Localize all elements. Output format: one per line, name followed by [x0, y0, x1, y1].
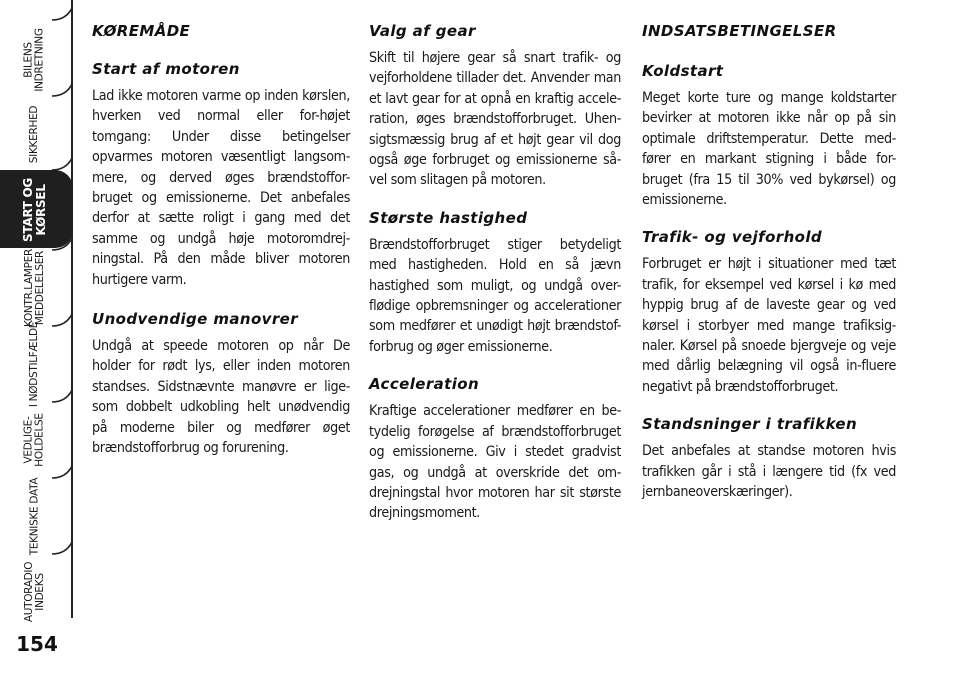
tab-vedligeholdelse[interactable] — [0, 404, 70, 476]
page-number: 154 — [16, 632, 58, 656]
section-title-koremade: KØREMÅDE — [92, 22, 191, 40]
heading-valg-af-gear: Valg af gear — [369, 22, 476, 40]
tab-label: KONTR.LAMPER MEDDELELSER — [23, 248, 47, 328]
paragraph-valg-af-gear: Skift til højere gear så snart trafik- og vejforholdene tillader det. Anvender man et lavt gear for at opnå en kraftig accele-ration, øges brændstofforbruget. Uhen-sigtsmæssig brug af et højt gear vil dog også øge forbruget og emissionerne så-vel som slitagen på motoren. — [369, 50, 621, 189]
tab-bilens-indretning[interactable] — [0, 24, 70, 96]
column-1 — [92, 22, 350, 479]
tab-label: I NØDSTILFÆLDE — [28, 321, 41, 407]
paragraph-koldstart: Meget korte ture og mange koldstarter bevirker at motoren ikke når op på sin optimale driftstemperatur. Dette med-fører en markant stigning i både for-bruget (fra 15 til 30% ved bykørsel) og emissionerne. — [642, 90, 896, 209]
tab-start-og-korsel[interactable] — [0, 174, 70, 246]
tab-label: TEKNISKE DATA — [28, 477, 41, 555]
tab-label: START OG KØRSEL — [21, 178, 48, 242]
tab-tekniske-data[interactable] — [0, 477, 70, 555]
column-3 — [642, 22, 896, 521]
heading-start-af-motoren: Start af motoren — [92, 60, 240, 78]
tab-label: AUTORADIO INDEKS — [22, 561, 46, 623]
column-2 — [369, 22, 621, 542]
section-title-indsatsbetingelser: INDSATSBETINGELSER — [642, 22, 837, 40]
heading-unodvendige-manovrer: Unodvendige manovrer — [92, 310, 299, 329]
paragraph-standsninger-i-trafikken: Det anbefales at standse motoren hvis trafikken går i stå i længere tid (fx ved jernbaneoverskæringer). — [642, 443, 896, 501]
paragraph-acceleration: Kraftige accelerationer medfører en be-tydelig forøgelse af brændstofforbruget og emissionerne. Giv i stedet gradvist gas, og undgå at overskride det om-drejningstal hvor motoren har sit største drejningsmoment. — [369, 403, 621, 522]
heading-standsninger-i-trafikken: Standsninger i trafikken — [642, 415, 858, 434]
paragraph-storste-hastighed: Brændstofforbruget stiger betydeligt med hastigheden. Hold en så jævn hastighed som muligt, og undgå over-flødige opbremsninger og accelerationer som medfører et unødigt højt brændstof-forbrug og øger emissionerne. — [369, 236, 621, 355]
heading-trafik-og-vejforhold: Trafik- og vejforhold — [642, 228, 823, 247]
paragraph-start-af-motoren: Lad ikke motoren varme op inden kørslen, hverken ved normal eller for-højet tomgang: Under disse betingelser opvarmes motoren væsentligt langsom-mere, og derved øges brændstoffor-bruget og emissionerne. Det anbefales derfor at sætte roligt i gang med det samme og undgå høje motoromdrej-ningstal. På den måde bliver motoren hurtigere varm. — [92, 88, 350, 288]
chapter-sidebar — [0, 0, 72, 677]
heading-koldstart: Koldstart — [642, 62, 724, 80]
tab-sikkerhed[interactable] — [0, 98, 70, 170]
paragraph-unodvendige-manovrer: Undgå at speede motoren op når De holder for rødt lys, eller inden motoren standses. Sidstnævnte manøvre er lige-som dobbelt udkobling helt unødvendig på moderne biler og medfører øget brændstofforbrug og forurening. — [92, 338, 350, 457]
paragraph-trafik-og-vejforhold: Forbruget er højt i situationer med tæt trafik, for eksempel ved kørsel i kø med hyppig brug af de laveste gear og ved kørsel i storbyer med mange trafiksig-naler. Kørsel på snoede bjergveje og veje med dårlig belægning vil også in-fluere negativt på brændstofforbruget. — [642, 256, 896, 395]
tab-label: BILENS INDRETNING — [22, 28, 46, 92]
tab-i-nodstilfaelde[interactable] — [0, 321, 70, 407]
tab-label: VEDLIGE- HOLDELSE — [22, 413, 46, 467]
heading-acceleration: Acceleration — [369, 375, 480, 394]
tab-autoradio-indeks[interactable] — [0, 556, 70, 628]
heading-storste-hastighed: Største hastighed — [369, 208, 528, 227]
tab-kontrollamper[interactable] — [0, 248, 70, 328]
tab-label: SIKKERHED — [28, 105, 41, 163]
